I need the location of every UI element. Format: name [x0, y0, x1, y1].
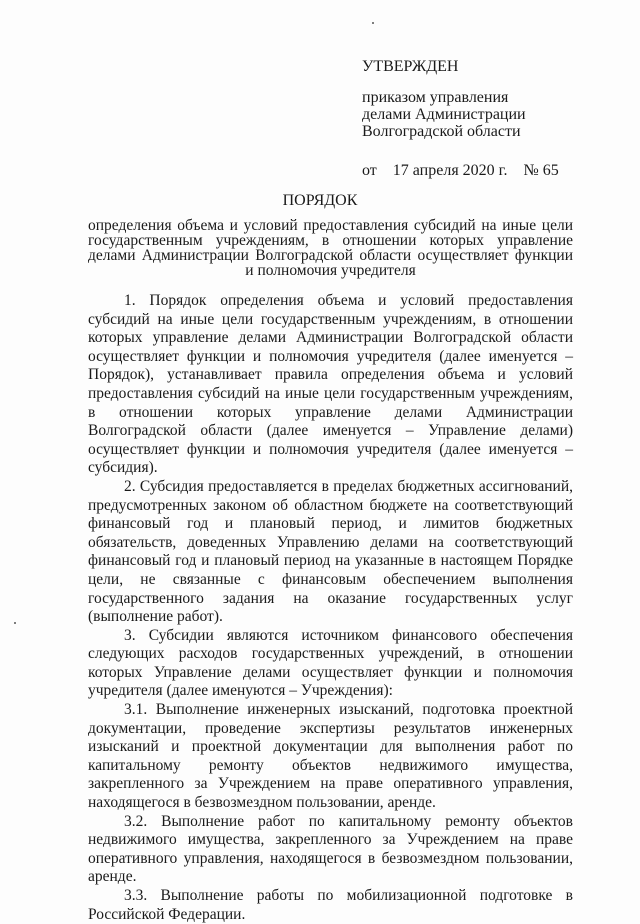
scan-speck	[372, 22, 374, 24]
document-title: ПОРЯДОК	[282, 192, 358, 209]
approval-title: УТВЕРЖДЕН	[362, 58, 459, 75]
document-subtitle	[88, 218, 573, 278]
document-body	[88, 292, 573, 924]
paragraph-2: 2. Субсидия предоставляется в пределах бюджетных ассигнований, предусмотренных законом об областном бюджете на соответствующий финансовый год и плановый период, и лимитов бюджетных обязательств, доведенных Управлению делами на соответствующий финансовый год и плановый период на указанные в настоящем Порядке цели, не связанные с финансовым обеспечением выполнения государственного задания на оказание государственных услуг (выполнение работ).	[88, 477, 573, 626]
approval-line: делами Администрации	[362, 106, 526, 123]
scan-speck	[14, 622, 16, 624]
approval-block	[362, 58, 582, 179]
subtitle-line: делами Администрации Волгоградской области осуществляет функции	[88, 247, 573, 264]
subtitle-line: определения объема и условий предоставления субсидий на иные цели	[88, 217, 573, 234]
paragraph-3-3: 3.3. Выполнение работы по мобилизационной подготовке в Российской Федерации.	[88, 887, 573, 923]
paragraph-1: 1. Порядок определения объема и условий предоставления субсидий на иные цели государственным учреждениям, в отношении которых управление делами Администрации Волгоградской области осуществляет функции и полномочия учредителя (далее именуется – Порядок), устанавливает правила определения объема и условий предоставления субсидий на иные цели государственным учреждениям, в отношении которых управление делами Администрации Волгоградской области (далее именуется – Управление делами) осуществляет функции и полномочия учредителя (далее именуется – субсидия).	[88, 292, 573, 477]
approval-line: Волгоградской области	[362, 123, 521, 140]
approval-date: от 17 апреля 2020 г. № 65	[362, 162, 559, 179]
approval-line: приказом управления	[362, 89, 509, 106]
subtitle-line: и полномочия учредителя	[245, 262, 416, 279]
subtitle-line: государственным учреждениям, в отношении которых управление	[88, 232, 573, 249]
paragraph-3-2: 3.2. Выполнение работ по капитальному ремонту объектов недвижимого имущества, закрепленного за Учреждением на праве оперативного управления, находящегося в безвозмездном пользовании, аренде.	[88, 812, 573, 886]
paragraph-3-1: 3.1. Выполнение инженерных изысканий, подготовка проектной документации, проведение экспертизы результатов инженерных изысканий и проектной документации для выполнения работ по капитальному ремонту объектов недвижимого имущества, закрепленного за Учреждением на праве оперативного управления, находящегося в безвозмездном пользовании, аренде.	[88, 701, 573, 812]
paragraph-3: 3. Субсидии являются источником финансового обеспечения следующих расходов государственных учреждений, в отношении которых Управление делами осуществляет функции и полномочия учредителя (далее именуются – Учреждения):	[88, 626, 573, 700]
